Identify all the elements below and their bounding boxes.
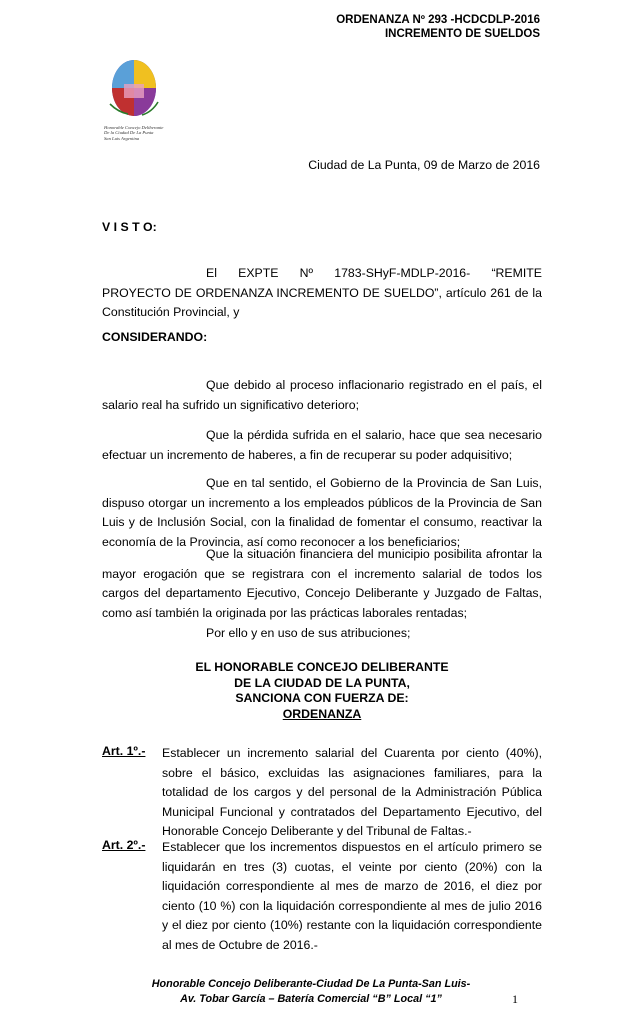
- considerando-paragraph: Por ello y en uso de sus atribuciones;: [206, 626, 411, 640]
- article-2-label: Art. 2º.-: [102, 838, 146, 852]
- considerando-paragraph: Que en tal sentido, el Gobierno de la Provincia de San Luis, dispuso otorgar un incremento a los empleados públicos de la Provincia de San Luis y de Inclusión Social, con la finalidad de fomentar el consumo, reactivar la economía de la Provincia, así como reconocer a los beneficiarios;: [102, 476, 542, 549]
- footer-line-1: Honorable Concejo Deliberante-Ciudad De La Punta-San Luis-: [151, 978, 471, 990]
- page-number: 1: [512, 992, 518, 1006]
- logo-caption: Honorable Concejo Deliberante De la Ciudad De La Punta San Luis Argentina: [104, 125, 164, 141]
- ordinance-subject: INCREMENTO DE SUELDOS: [384, 28, 540, 40]
- footer-line-2: Av. Tobar García – Batería Comercial “B” Local “1”: [180, 993, 442, 1005]
- sanciona-block: EL HONORABLE CONCEJO DELIBERANTE DE LA CIUDAD DE LA PUNTA, SANCIONA CON FUERZA DE: ORDENANZA: [102, 660, 542, 722]
- article-2-text: Establecer que los incrementos dispuestos en el artículo primero se liquidarán en tres (3) cuotas, el veinte por ciento (20%) con la liquidación correspondiente al mes de marzo de 2016, el diez por ciento (10 %) con la liquidación correspondiente al mes de julio 2016 y el diez por ciento (10%) restante con la liquidación correspondiente al mes de Octubre de 2016.-: [162, 840, 542, 952]
- considerando-paragraph: Que la situación financiera del municipio posibilita afrontar la mayor erogación que se registrara con el incremento salarial de todos los cargos del departamento Ejecutivo, Concejo Deliberante y Juzgado de Faltas, como así también la originada por las prácticas laborales rentadas;: [102, 547, 542, 620]
- ordinance-number: ORDENANZA Nº 293 -HCDCDLP-2016: [336, 14, 540, 26]
- date-line: Ciudad de La Punta, 09 de Marzo de 2016: [308, 158, 540, 172]
- considerando-paragraph: Que la pérdida sufrida en el salario, hace que sea necesario efectuar un incremento de haberes, a fin de recuperar su poder adquisitivo;: [102, 428, 542, 462]
- article-1-label: Art. 1º.-: [102, 744, 146, 758]
- visto-text: El EXPTE Nº 1783-SHyF-MDLP-2016- “REMITE PROYECTO DE ORDENANZA INCREMENTO DE SUELDO”, artículo 261 de la Constitución Provincial, y: [102, 266, 542, 319]
- council-logo: [104, 54, 164, 118]
- considerando-paragraph: Que debido al proceso inflacionario registrado en el país, el salario real ha sufrido un significativo deterioro;: [102, 378, 542, 412]
- council-emblem-icon: [104, 54, 164, 118]
- article-1-text: Establecer un incremento salarial del Cuarenta por ciento (40%), sobre el básico, excluidas las asignaciones familiares, para la totalidad de los cargos y del personal de la Administración Pública Municipal Funcional y contratados del Departamento Ejecutivo, del Honorable Concejo Deliberante y del Tribunal de Faltas.-: [162, 746, 542, 838]
- visto-heading: V I S T O:: [102, 220, 157, 234]
- considerando-heading: CONSIDERANDO:: [102, 330, 208, 344]
- ordenanza-heading: ORDENANZA: [282, 706, 362, 721]
